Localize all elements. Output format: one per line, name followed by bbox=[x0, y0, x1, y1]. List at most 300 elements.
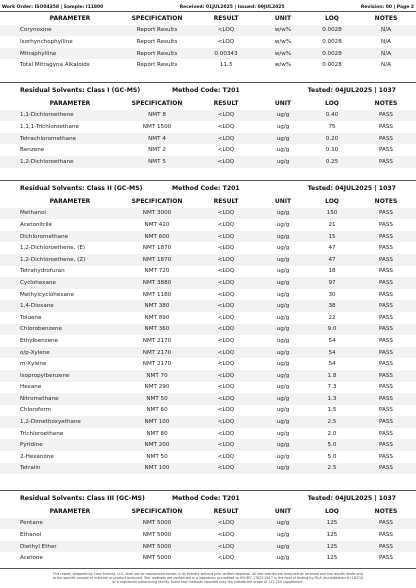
loq-cell: 54 bbox=[328, 337, 336, 344]
result-cell: <LOQ bbox=[217, 221, 235, 228]
table-row bbox=[0, 254, 416, 266]
col-specification: SPECIFICATION bbox=[131, 15, 183, 23]
table-row bbox=[0, 370, 416, 382]
class1-title-bar bbox=[0, 85, 416, 95]
parameter-cell: Isorhynchophylline bbox=[20, 38, 73, 45]
result-cell: <LOQ bbox=[217, 314, 235, 321]
parameter-cell: Trichloroethene bbox=[20, 430, 64, 437]
col-result: RESULT bbox=[213, 198, 239, 206]
col-result: RESULT bbox=[213, 508, 239, 516]
parameter-cell: Acetone bbox=[20, 555, 43, 562]
table-row bbox=[0, 347, 416, 359]
unit-cell: ug/g bbox=[258, 277, 308, 289]
notes-cell: PASS bbox=[356, 277, 416, 289]
parameter-cell: Tetralin bbox=[0, 463, 120, 475]
parameter-cell: Methanol bbox=[0, 208, 120, 220]
col-notes: NOTES bbox=[374, 198, 398, 206]
notes-cell: PASS bbox=[379, 555, 393, 562]
unit-cell: ug/g bbox=[258, 463, 308, 475]
footer-disclaimer bbox=[10, 572, 406, 584]
result-cell: <LOQ bbox=[217, 245, 235, 252]
parameter-cell: 1,2-Dimethoxyethane bbox=[0, 416, 120, 428]
result-cell: <LOQ bbox=[194, 277, 258, 289]
unit-cell: ug/g bbox=[276, 291, 290, 298]
loq-cell: 0.40 bbox=[308, 110, 356, 122]
unit-cell: ug/g bbox=[276, 268, 290, 275]
specification-cell: NMT 380 bbox=[120, 300, 194, 312]
col-loq: LOQ bbox=[325, 15, 339, 23]
table-row bbox=[0, 529, 416, 541]
unit-cell: ug/g bbox=[258, 518, 308, 530]
table-row bbox=[0, 121, 416, 133]
parameter-cell: Pentane bbox=[0, 518, 120, 530]
dates-label: Received: 01JUL2025 | Issued: 09JUL2025 bbox=[179, 4, 285, 10]
loq-cell: 18 bbox=[328, 268, 336, 275]
col-parameter: PARAMETER bbox=[49, 198, 91, 206]
loq-cell: 0.0028 bbox=[308, 25, 356, 37]
unit-cell: w/w% bbox=[274, 38, 292, 45]
col-notes: NOTES bbox=[374, 15, 398, 23]
result-cell: <LOQ bbox=[217, 123, 235, 130]
specification-cell: NMT 1870 bbox=[120, 254, 194, 266]
specification-cell: NMT 600 bbox=[120, 231, 194, 243]
unit-cell: ug/g bbox=[258, 541, 308, 553]
unit-cell: ug/g bbox=[258, 156, 308, 168]
result-cell: <LOQ bbox=[194, 300, 258, 312]
specification-cell: NMT 890 bbox=[144, 314, 170, 321]
loq-cell: 97 bbox=[308, 277, 356, 289]
result-cell: <LOQ bbox=[217, 38, 235, 45]
result-cell: <LOQ bbox=[194, 156, 258, 168]
col-unit: UNIT bbox=[274, 15, 292, 23]
parameter-cell: Nitromethane bbox=[0, 393, 120, 405]
notes-cell: PASS bbox=[379, 123, 393, 130]
unit-cell: w/w% bbox=[258, 25, 308, 37]
parameter-cell: 1,1-Dichloroethene bbox=[0, 110, 120, 122]
notes-cell: PASS bbox=[356, 463, 416, 475]
unit-cell: ug/g bbox=[258, 416, 308, 428]
specification-cell: NMT 4 bbox=[120, 133, 194, 145]
parameter-cell: Cyclohexane bbox=[0, 277, 120, 289]
parameter-cell: 1,1,1-Trichloroethane bbox=[20, 123, 79, 130]
result-cell: <LOQ bbox=[217, 291, 235, 298]
notes-cell: PASS bbox=[356, 393, 416, 405]
class1-body bbox=[0, 110, 416, 168]
unit-cell: w/w% bbox=[274, 62, 292, 69]
loq-cell: 75 bbox=[328, 123, 336, 130]
table-row bbox=[0, 266, 416, 278]
table-row bbox=[0, 300, 416, 312]
specification-cell: NMT 360 bbox=[120, 324, 194, 336]
specification-cell: NMT 8 bbox=[120, 110, 194, 122]
table-row bbox=[0, 518, 416, 530]
loq-cell: 21 bbox=[328, 221, 336, 228]
unit-cell: w/w% bbox=[258, 48, 308, 60]
parameter-cell: 1,2-Dichloroethene, (Z) bbox=[0, 254, 120, 266]
result-cell: <LOQ bbox=[194, 518, 258, 530]
specification-cell: NMT 3000 bbox=[120, 208, 194, 220]
notes-cell: PASS bbox=[379, 291, 393, 298]
loq-cell: 5.0 bbox=[327, 453, 337, 460]
result-cell: <LOQ bbox=[194, 133, 258, 145]
notes-cell: PASS bbox=[356, 347, 416, 359]
notes-cell: PASS bbox=[379, 221, 393, 228]
result-cell: <LOQ bbox=[217, 430, 235, 437]
specification-cell: NMT 200 bbox=[120, 439, 194, 451]
notes-cell: PASS bbox=[379, 531, 393, 538]
alkaloids-header-row bbox=[0, 13, 416, 25]
specification-cell: NMT 100 bbox=[120, 416, 194, 428]
result-cell: <LOQ bbox=[217, 337, 235, 344]
notes-cell: PASS bbox=[356, 300, 416, 312]
col-loq: LOQ bbox=[325, 508, 339, 516]
specification-cell: NMT 100 bbox=[120, 463, 194, 475]
specification-cell: NMT 290 bbox=[144, 384, 170, 391]
col-parameter: PARAMETER bbox=[49, 100, 91, 108]
footer-divider bbox=[0, 568, 416, 569]
unit-cell: ug/g bbox=[258, 133, 308, 145]
class3-tested: Tested: 04JUL2025 | 1037 bbox=[307, 494, 396, 502]
result-cell: 0.00343 bbox=[194, 48, 258, 60]
loq-cell: 30 bbox=[328, 291, 336, 298]
work-order-label: Work Order: ISO04358 | Sample: I11800 bbox=[2, 4, 104, 10]
class2-tested: Tested: 04JUL2025 | 1037 bbox=[307, 184, 396, 192]
result-cell: <LOQ bbox=[217, 407, 235, 414]
result-cell: <LOQ bbox=[217, 453, 235, 460]
parameter-cell: Benzene bbox=[20, 147, 45, 154]
notes-cell: PASS bbox=[379, 245, 393, 252]
header-divider bbox=[0, 11, 416, 12]
notes-cell: PASS bbox=[379, 384, 393, 391]
parameter-cell: o/p-Xylene bbox=[0, 347, 120, 359]
unit-cell: ug/g bbox=[258, 110, 308, 122]
specification-cell: Report Results bbox=[120, 48, 194, 60]
parameter-cell: Dichloromethane bbox=[0, 231, 120, 243]
unit-cell: ug/g bbox=[258, 208, 308, 220]
unit-cell: ug/g bbox=[276, 430, 290, 437]
col-parameter: PARAMETER bbox=[49, 508, 91, 516]
table-row bbox=[0, 324, 416, 336]
alkaloids-table bbox=[0, 13, 416, 71]
table-row bbox=[0, 36, 416, 48]
parameter-cell: 1,2-Dichloroethane bbox=[0, 156, 120, 168]
parameter-cell: Tetrahydrofuran bbox=[20, 268, 65, 275]
loq-cell: 47 bbox=[308, 254, 356, 266]
table-row bbox=[0, 289, 416, 301]
loq-cell: 0.0028 bbox=[322, 38, 342, 45]
col-specification: SPECIFICATION bbox=[131, 100, 183, 108]
loq-cell: 22 bbox=[328, 314, 336, 321]
specification-cell: NMT 5000 bbox=[120, 518, 194, 530]
notes-cell: PASS bbox=[379, 407, 393, 414]
notes-cell: PASS bbox=[356, 208, 416, 220]
unit-cell: ug/g bbox=[276, 314, 290, 321]
specification-cell: NMT 5000 bbox=[142, 531, 172, 538]
result-cell: <LOQ bbox=[194, 254, 258, 266]
loq-cell: 2.5 bbox=[308, 463, 356, 475]
parameter-cell: Diethyl Ether bbox=[0, 541, 120, 553]
table-row bbox=[0, 335, 416, 347]
class1-method: Method Code: T201 bbox=[172, 86, 240, 94]
loq-cell: 1.8 bbox=[308, 370, 356, 382]
unit-cell: ug/g bbox=[276, 337, 290, 344]
class1-header-row bbox=[0, 98, 416, 110]
table-row bbox=[0, 358, 416, 370]
loq-cell: 0.25 bbox=[308, 156, 356, 168]
col-unit: UNIT bbox=[274, 508, 292, 516]
class1-title: Residual Solvents: Class I (GC-MS) bbox=[20, 86, 141, 94]
notes-cell: PASS bbox=[356, 254, 416, 266]
loq-cell: 54 bbox=[328, 361, 336, 368]
specification-cell: NMT 2170 bbox=[142, 361, 172, 368]
specification-cell: NMT 5000 bbox=[142, 555, 172, 562]
loq-cell: 7.3 bbox=[327, 384, 337, 391]
parameter-cell: Total Mitragyna Alkaloids bbox=[20, 62, 90, 69]
notes-cell: PASS bbox=[356, 133, 416, 145]
result-cell: 11.3 bbox=[219, 62, 233, 69]
parameter-cell: 1,4-Dioxane bbox=[0, 300, 120, 312]
loq-cell: 125 bbox=[326, 531, 338, 538]
notes-cell: PASS bbox=[379, 361, 393, 368]
result-cell: <LOQ bbox=[217, 268, 235, 275]
table-row bbox=[0, 439, 416, 451]
result-cell: <LOQ bbox=[194, 370, 258, 382]
loq-cell: 150 bbox=[308, 208, 356, 220]
loq-cell: 0.20 bbox=[308, 133, 356, 145]
loq-cell: 125 bbox=[308, 541, 356, 553]
parameter-cell: Methylcyclohexane bbox=[20, 291, 74, 298]
specification-cell: NMT 1500 bbox=[142, 123, 172, 130]
loq-cell: 54 bbox=[308, 347, 356, 359]
table-row bbox=[0, 552, 416, 564]
notes-cell: PASS bbox=[379, 453, 393, 460]
specification-cell: NMT 3880 bbox=[120, 277, 194, 289]
class3-header-row bbox=[0, 506, 416, 518]
result-cell: <LOQ bbox=[194, 324, 258, 336]
unit-cell: ug/g bbox=[276, 147, 290, 154]
parameter-cell: Tetrachloromethane bbox=[0, 133, 120, 145]
class2-header-row bbox=[0, 196, 416, 208]
specification-cell: NMT 50 bbox=[120, 393, 194, 405]
class2-title-bar bbox=[0, 183, 416, 193]
col-result: RESULT bbox=[213, 15, 239, 23]
parameter-cell: Toluene bbox=[20, 314, 42, 321]
parameter-cell: 1,2-Dichloroethene, (E) bbox=[20, 245, 86, 252]
col-notes: NOTES bbox=[374, 508, 398, 516]
unit-cell: ug/g bbox=[258, 439, 308, 451]
result-cell: <LOQ bbox=[217, 384, 235, 391]
specification-cell: NMT 1180 bbox=[142, 291, 172, 298]
result-cell: <LOQ bbox=[217, 147, 235, 154]
loq-cell: 15 bbox=[308, 231, 356, 243]
col-loq: LOQ bbox=[325, 198, 339, 206]
unit-cell: ug/g bbox=[276, 221, 290, 228]
table-row bbox=[0, 463, 416, 475]
specification-cell: NMT 2 bbox=[148, 147, 166, 154]
table-row bbox=[0, 393, 416, 405]
unit-cell: ug/g bbox=[276, 407, 290, 414]
result-cell: <LOQ bbox=[194, 231, 258, 243]
col-notes: NOTES bbox=[374, 100, 398, 108]
notes-cell: PASS bbox=[379, 337, 393, 344]
class3-method: Method Code: T201 bbox=[172, 494, 240, 502]
loq-cell: 125 bbox=[326, 555, 338, 562]
table-row bbox=[0, 25, 416, 37]
table-row bbox=[0, 242, 416, 254]
table-row bbox=[0, 110, 416, 122]
loq-cell: 2.0 bbox=[327, 430, 337, 437]
loq-cell: 5.0 bbox=[308, 439, 356, 451]
result-cell: <LOQ bbox=[194, 208, 258, 220]
parameter-cell: Hexane bbox=[20, 384, 42, 391]
unit-cell: ug/g bbox=[258, 370, 308, 382]
table-row bbox=[0, 382, 416, 394]
class3-divider bbox=[0, 490, 416, 491]
footer-line: This report, prepared by Cora Science, LLC, shall not be reproduced except in its entirety without prior written approval. All test articles are analyzed as received and the results relate only bbox=[52, 572, 364, 576]
parameter-cell: Corynoxine bbox=[0, 25, 120, 37]
class3-table bbox=[0, 506, 416, 564]
notes-cell: PASS bbox=[356, 231, 416, 243]
parameter-cell: 2-Hexanone bbox=[20, 453, 54, 460]
unit-cell: ug/g bbox=[276, 555, 290, 562]
notes-cell: PASS bbox=[356, 110, 416, 122]
unit-cell: ug/g bbox=[258, 347, 308, 359]
notes-cell: N/A bbox=[381, 62, 391, 69]
specification-cell: NMT 5 bbox=[120, 156, 194, 168]
unit-cell: ug/g bbox=[258, 300, 308, 312]
col-specification: SPECIFICATION bbox=[131, 508, 183, 516]
loq-cell: 0.0028 bbox=[308, 48, 356, 60]
specification-cell: NMT 720 bbox=[144, 268, 170, 275]
result-cell: <LOQ bbox=[194, 393, 258, 405]
unit-cell: ug/g bbox=[276, 361, 290, 368]
loq-cell: 125 bbox=[308, 518, 356, 530]
class1-divider bbox=[0, 82, 416, 83]
loq-cell: 0.0028 bbox=[322, 62, 342, 69]
notes-cell: PASS bbox=[356, 156, 416, 168]
result-cell: <LOQ bbox=[194, 463, 258, 475]
class3-title-bar bbox=[0, 493, 416, 503]
revision-label: Revision: 00 | Page 2 bbox=[360, 4, 414, 10]
result-cell: <LOQ bbox=[194, 25, 258, 37]
notes-cell: PASS bbox=[356, 541, 416, 553]
result-cell: <LOQ bbox=[194, 347, 258, 359]
table-row bbox=[0, 59, 416, 71]
specification-cell: NMT 50 bbox=[146, 453, 168, 460]
specification-cell: NMT 2170 bbox=[120, 347, 194, 359]
unit-cell: ug/g bbox=[276, 384, 290, 391]
class1-table bbox=[0, 98, 416, 168]
col-unit: UNIT bbox=[274, 198, 292, 206]
parameter-cell: m-Xylene bbox=[20, 361, 47, 368]
specification-cell: NMT 70 bbox=[120, 370, 194, 382]
parameter-cell: Ethanol bbox=[20, 531, 42, 538]
notes-cell: PASS bbox=[379, 268, 393, 275]
table-row bbox=[0, 231, 416, 243]
notes-cell: PASS bbox=[356, 370, 416, 382]
result-cell: <LOQ bbox=[194, 416, 258, 428]
notes-cell: PASS bbox=[379, 314, 393, 321]
table-row bbox=[0, 405, 416, 417]
col-result: RESULT bbox=[213, 100, 239, 108]
notes-cell: PASS bbox=[356, 324, 416, 336]
table-row bbox=[0, 208, 416, 220]
specification-cell: NMT 60 bbox=[146, 407, 168, 414]
parameter-cell: Isopropylbenzene bbox=[0, 370, 120, 382]
table-row bbox=[0, 48, 416, 60]
result-cell: <LOQ bbox=[194, 110, 258, 122]
unit-cell: ug/g bbox=[258, 393, 308, 405]
unit-cell: ug/g bbox=[276, 453, 290, 460]
table-row bbox=[0, 541, 416, 553]
footer-line: to the specific sample of material or product analyzed. Test methods are performed in a laboratory accredited to ISO/IEC 17025:2017 in the field of testing by PJLA (Accreditation #116374) bbox=[52, 576, 364, 580]
loq-cell: 0.10 bbox=[325, 147, 339, 154]
class2-title: Residual Solvents: Class II (GC-MS) bbox=[20, 184, 143, 192]
loq-cell: 1.3 bbox=[308, 393, 356, 405]
col-loq: LOQ bbox=[325, 100, 339, 108]
unit-cell: ug/g bbox=[258, 324, 308, 336]
notes-cell: PASS bbox=[379, 430, 393, 437]
table-row bbox=[0, 133, 416, 145]
specification-cell: Report Results bbox=[136, 62, 178, 69]
col-unit: UNIT bbox=[274, 100, 292, 108]
loq-cell: 1.5 bbox=[327, 407, 337, 414]
result-cell: <LOQ bbox=[217, 531, 235, 538]
parameter-cell: Mitraphylline bbox=[0, 48, 120, 60]
unit-cell: ug/g bbox=[258, 254, 308, 266]
specification-cell: NMT 5000 bbox=[120, 541, 194, 553]
parameter-cell: Acetonitrile bbox=[20, 221, 53, 228]
parameter-cell: Chloroform bbox=[20, 407, 52, 414]
notes-cell: PASS bbox=[356, 416, 416, 428]
notes-cell: PASS bbox=[379, 147, 393, 154]
loq-cell: 2.5 bbox=[308, 416, 356, 428]
result-cell: <LOQ bbox=[194, 541, 258, 553]
unit-cell: ug/g bbox=[276, 531, 290, 538]
notes-cell: N/A bbox=[381, 38, 391, 45]
specification-cell: NMT 80 bbox=[146, 430, 168, 437]
table-row bbox=[0, 144, 416, 156]
parameter-cell: Chlorobenzene bbox=[0, 324, 120, 336]
loq-cell: 9.0 bbox=[308, 324, 356, 336]
table-row bbox=[0, 451, 416, 463]
class3-title: Residual Solvents: Class III (GC-MS) bbox=[20, 494, 145, 502]
specification-cell: NMT 410 bbox=[144, 221, 170, 228]
specification-cell: NMT 2170 bbox=[142, 337, 172, 344]
class2-method: Method Code: T201 bbox=[172, 184, 240, 192]
col-specification: SPECIFICATION bbox=[131, 198, 183, 206]
class2-body bbox=[0, 208, 416, 475]
notes-cell: N/A bbox=[356, 25, 416, 37]
page-header bbox=[2, 3, 414, 11]
table-row bbox=[0, 312, 416, 324]
col-parameter: PARAMETER bbox=[49, 15, 91, 23]
alkaloids-body bbox=[0, 25, 416, 71]
parameter-cell: Ethylbenzene bbox=[20, 337, 59, 344]
unit-cell: ug/g bbox=[276, 245, 290, 252]
loq-cell: 47 bbox=[328, 245, 336, 252]
result-cell: <LOQ bbox=[217, 555, 235, 562]
loq-cell: 38 bbox=[308, 300, 356, 312]
result-cell: <LOQ bbox=[194, 439, 258, 451]
specification-cell: NMT 1870 bbox=[142, 245, 172, 252]
parameter-cell: Pyridine bbox=[0, 439, 120, 451]
specification-cell: Report Results bbox=[136, 38, 178, 45]
class1-tested: Tested: 04JUL2025 | 1037 bbox=[307, 86, 396, 94]
table-row bbox=[0, 416, 416, 428]
notes-cell: N/A bbox=[356, 48, 416, 60]
notes-cell: PASS bbox=[356, 439, 416, 451]
